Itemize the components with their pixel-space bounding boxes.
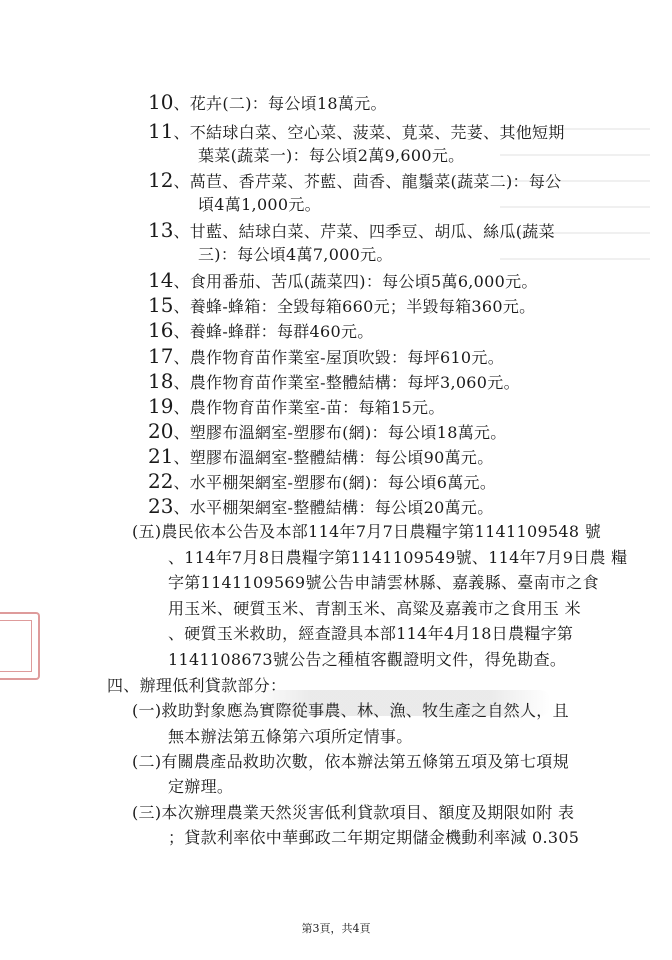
item-15 xyxy=(148,295,535,317)
item-number: 17 xyxy=(148,344,174,368)
item-16 xyxy=(148,320,374,342)
item-text: 、萵苣、香芹菜、芥藍、茴香、龍鬚菜(蔬菜二)：每公 xyxy=(173,172,562,191)
page-footer: 第3頁，共4頁 xyxy=(301,922,371,935)
item-number: 23 xyxy=(148,494,174,518)
item-text: 、甘藍、結球白菜、芹菜、四季豆、胡瓜、絲瓜(蔬菜 xyxy=(173,222,555,241)
para5-line-4: 用玉米、硬質玉米、青割玉米、高粱及嘉義市之食用玉 米 xyxy=(168,599,581,618)
para5-line-3: 字第1141109569號公告申請雲林縣、嘉義縣、臺南市之食 xyxy=(168,573,599,592)
sub2-line-2: 定辦理。 xyxy=(168,777,234,796)
sub1-line-1: (一)救助對象應為實際從事農、林、漁、牧生產之自然人，且 xyxy=(132,701,569,720)
item-number: 19 xyxy=(148,394,174,418)
para5-line-1: (五)農民依本公告及本部114年7月7日農糧字第1141109548 號 xyxy=(132,522,602,541)
item-number: 12 xyxy=(148,168,174,192)
item-text: 、農作物育苗作業室-整體結構：每坪3,060元。 xyxy=(173,373,520,392)
item-number: 14 xyxy=(148,268,174,292)
item-19 xyxy=(148,396,445,418)
item-number: 20 xyxy=(148,419,174,443)
item-21 xyxy=(148,446,494,468)
item-text: 、農作物育苗作業室-苗：每箱15元。 xyxy=(173,398,445,417)
item-text: 、養蜂-蜂群：每群460元。 xyxy=(173,322,374,341)
item-23 xyxy=(148,496,494,518)
item-13-cont: 三)：每公頃4萬7,000元。 xyxy=(198,245,393,264)
item-text: 、食用番茄、苦瓜(蔬菜四)：每公頃5萬6,000元。 xyxy=(173,272,538,291)
item-text: 、養蜂-蜂箱：全毀每箱660元；半毀每箱360元。 xyxy=(173,297,536,316)
item-20 xyxy=(148,421,507,443)
para5-line-5: 、硬質玉米救助，經查證具本部114年4月18日農糧字第 xyxy=(168,624,574,643)
item-number: 22 xyxy=(148,469,174,493)
item-text: 、塑膠布溫網室-整體結構：每公頃90萬元。 xyxy=(173,448,494,467)
sub2-line-1: (二)有關農產品救助次數，依本辦法第五條第五項及第七項規 xyxy=(132,752,569,771)
item-text: 、不結球白菜、空心菜、菠菜、莧菜、芫荽、其他短期 xyxy=(173,123,565,142)
item-number: 10 xyxy=(148,90,174,114)
item-number: 21 xyxy=(148,444,174,468)
item-12 xyxy=(148,170,561,192)
item-number: 15 xyxy=(148,293,174,317)
red-seal-stamp xyxy=(0,612,40,680)
item-number: 13 xyxy=(148,218,174,242)
item-number: 11 xyxy=(148,119,174,143)
item-13 xyxy=(148,220,555,242)
item-12-cont: 頃4萬1,000元。 xyxy=(198,195,321,214)
item-text: 、水平棚架網室-塑膠布(網)：每公頃6萬元。 xyxy=(173,473,497,492)
sub3-line-2: ；貸款利率依中華郵政二年期定期儲金機動利率減 0.305 xyxy=(168,828,580,847)
item-10 xyxy=(148,92,387,114)
para5-line-6: 1141108673號公告之種植客觀證明文件，得免勘查。 xyxy=(168,650,567,669)
item-18 xyxy=(148,371,520,393)
item-11 xyxy=(148,121,565,143)
item-text: 、花卉(二)：每公頃18萬元。 xyxy=(173,94,387,113)
item-text: 、農作物育苗作業室-屋頂吹毀：每坪610元。 xyxy=(173,348,504,367)
item-text: 、塑膠布溫網室-塑膠布(網)：每公頃18萬元。 xyxy=(173,423,507,442)
sub1-line-2: 無本辦法第五條第六項所定情事。 xyxy=(168,727,413,746)
item-11-cont: 葉菜(蔬菜一)：每公頃2萬9,600元。 xyxy=(198,146,465,165)
item-number: 18 xyxy=(148,369,174,393)
item-22 xyxy=(148,471,496,493)
item-number: 16 xyxy=(148,318,174,342)
item-17 xyxy=(148,346,504,368)
section4-heading: 四、辦理低利貸款部分： xyxy=(107,676,287,695)
item-text: 、水平棚架網室-整體結構：每公頃20萬元。 xyxy=(173,498,494,517)
sub3-line-1: (三)本次辦理農業天然災害低利貸款項目、額度及期限如附 表 xyxy=(132,803,575,822)
item-14 xyxy=(148,270,538,292)
para5-line-2: 、114年7月8日農糧字第1141109549號、114年7月9日農 糧 xyxy=(168,548,628,567)
